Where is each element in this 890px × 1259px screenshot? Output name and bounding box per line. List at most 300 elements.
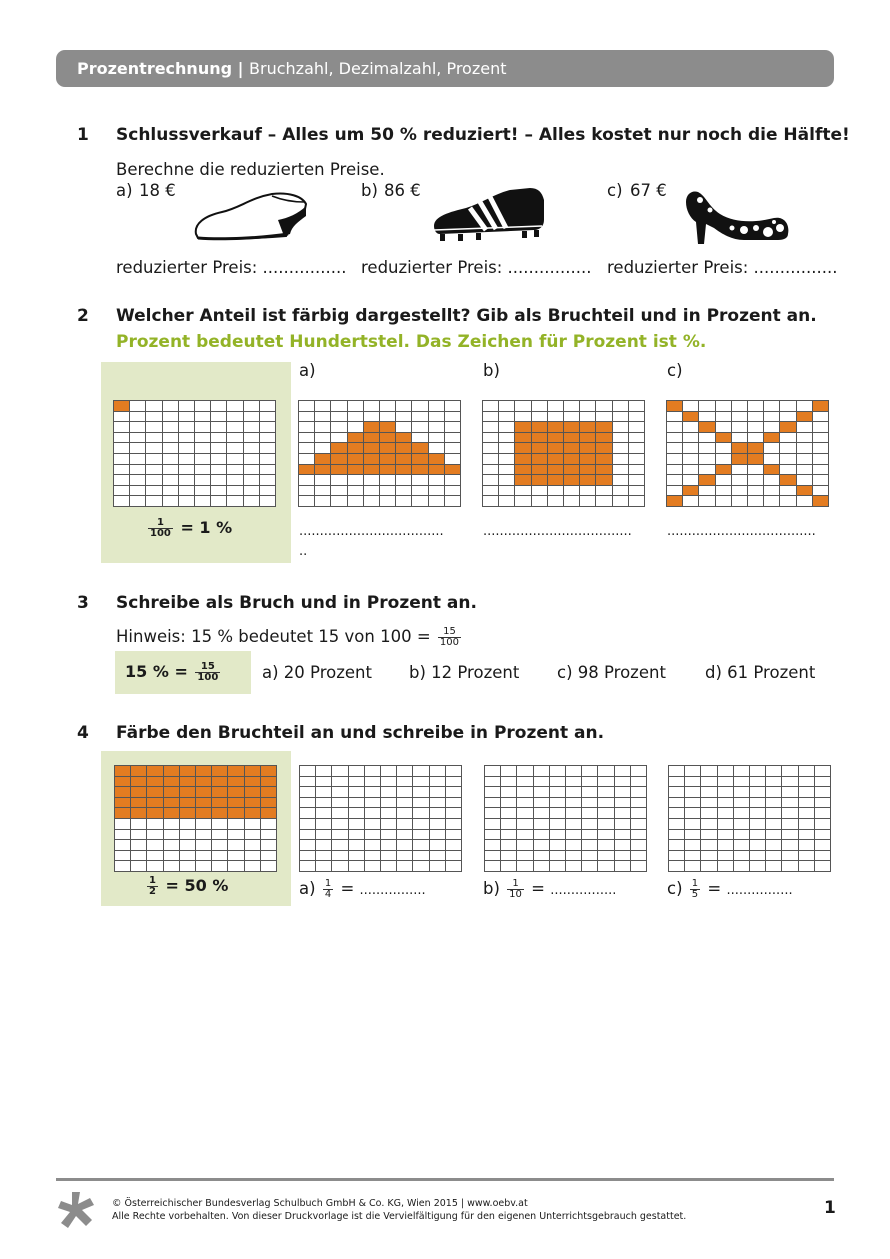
grid-cell[interactable] [517,819,533,830]
grid-cell[interactable] [316,861,332,872]
grid-cell[interactable] [631,808,647,819]
grid-cell[interactable] [799,766,815,777]
grid-cell[interactable] [413,777,429,788]
grid-cell[interactable] [815,851,831,862]
grid-cell[interactable] [782,777,798,788]
grid-cell[interactable] [669,819,685,830]
grid-cell[interactable] [501,840,517,851]
grid-cell[interactable] [685,840,701,851]
grid-cell[interactable] [718,777,734,788]
grid-cell[interactable] [782,819,798,830]
grid-cell[interactable] [349,798,365,809]
grid-cell[interactable] [365,830,381,841]
grid-cell[interactable] [598,840,614,851]
grid-cell[interactable] [566,851,582,862]
grid-cell[interactable] [430,787,446,798]
grid-cell[interactable] [517,787,533,798]
grid-cell[interactable] [534,830,550,841]
grid-cell[interactable] [766,777,782,788]
grid-cell[interactable] [413,861,429,872]
grid-cell[interactable] [501,787,517,798]
grid-cell[interactable] [669,808,685,819]
grid-cell[interactable] [566,808,582,819]
grid-cell[interactable] [397,808,413,819]
grid-cell[interactable] [349,777,365,788]
grid-cell[interactable] [485,787,501,798]
grid-cell[interactable] [517,861,533,872]
grid-cell[interactable] [534,777,550,788]
task2-answer-b[interactable]: .................................... [483,524,632,539]
grid-cell[interactable] [300,819,316,830]
grid-cell[interactable] [815,777,831,788]
grid-cell[interactable] [332,861,348,872]
grid-cell[interactable] [501,819,517,830]
grid-cell[interactable] [332,808,348,819]
grid-cell[interactable] [718,861,734,872]
task1-answer-b[interactable]: reduzierter Preis: ................ [361,258,592,277]
grid-cell[interactable] [566,787,582,798]
task4-grid-a[interactable] [299,765,462,872]
grid-cell[interactable] [501,808,517,819]
grid-cell[interactable] [766,851,782,862]
grid-cell[interactable] [701,766,717,777]
grid-cell[interactable] [582,808,598,819]
grid-cell[interactable] [631,766,647,777]
grid-cell[interactable] [685,808,701,819]
grid-cell[interactable] [550,766,566,777]
grid-cell[interactable] [582,766,598,777]
grid-cell[interactable] [766,819,782,830]
grid-cell[interactable] [446,787,462,798]
grid-cell[interactable] [669,830,685,841]
grid-cell[interactable] [550,840,566,851]
grid-cell[interactable] [734,851,750,862]
grid-cell[interactable] [332,787,348,798]
grid-cell[interactable] [534,819,550,830]
grid-cell[interactable] [430,840,446,851]
grid-cell[interactable] [669,798,685,809]
grid-cell[interactable] [750,861,766,872]
grid-cell[interactable] [517,798,533,809]
grid-cell[interactable] [750,819,766,830]
grid-cell[interactable] [685,798,701,809]
grid-cell[interactable] [534,798,550,809]
grid-cell[interactable] [750,840,766,851]
grid-cell[interactable] [685,861,701,872]
grid-cell[interactable] [615,819,631,830]
grid-cell[interactable] [582,798,598,809]
grid-cell[interactable] [734,798,750,809]
grid-cell[interactable] [397,840,413,851]
grid-cell[interactable] [582,851,598,862]
grid-cell[interactable] [701,798,717,809]
grid-cell[interactable] [332,798,348,809]
grid-cell[interactable] [782,830,798,841]
grid-cell[interactable] [615,798,631,809]
grid-cell[interactable] [598,851,614,862]
task2-answer-c[interactable]: .................................... [667,524,816,539]
grid-cell[interactable] [397,798,413,809]
grid-cell[interactable] [365,798,381,809]
grid-cell[interactable] [815,840,831,851]
grid-cell[interactable] [332,777,348,788]
grid-cell[interactable] [799,830,815,841]
grid-cell[interactable] [685,851,701,862]
grid-cell[interactable] [582,787,598,798]
grid-cell[interactable] [582,840,598,851]
grid-cell[interactable] [582,819,598,830]
grid-cell[interactable] [501,777,517,788]
grid-cell[interactable] [430,861,446,872]
grid-cell[interactable] [381,830,397,841]
grid-cell[interactable] [750,851,766,862]
grid-cell[interactable] [446,798,462,809]
grid-cell[interactable] [550,787,566,798]
grid-cell[interactable] [430,798,446,809]
grid-cell[interactable] [815,808,831,819]
grid-cell[interactable] [815,798,831,809]
grid-cell[interactable] [430,777,446,788]
grid-cell[interactable] [446,840,462,851]
grid-cell[interactable] [701,830,717,841]
grid-cell[interactable] [782,840,798,851]
grid-cell[interactable] [669,861,685,872]
grid-cell[interactable] [365,840,381,851]
grid-cell[interactable] [485,808,501,819]
grid-cell[interactable] [701,861,717,872]
grid-cell[interactable] [631,861,647,872]
grid-cell[interactable] [349,808,365,819]
grid-cell[interactable] [615,777,631,788]
grid-cell[interactable] [799,787,815,798]
grid-cell[interactable] [300,808,316,819]
grid-cell[interactable] [815,830,831,841]
grid-cell[interactable] [365,861,381,872]
grid-cell[interactable] [669,766,685,777]
grid-cell[interactable] [631,787,647,798]
grid-cell[interactable] [566,819,582,830]
grid-cell[interactable] [485,766,501,777]
grid-cell[interactable] [365,777,381,788]
grid-cell[interactable] [381,787,397,798]
grid-cell[interactable] [718,808,734,819]
grid-cell[interactable] [766,808,782,819]
grid-cell[interactable] [685,766,701,777]
grid-cell[interactable] [718,851,734,862]
grid-cell[interactable] [413,787,429,798]
grid-cell[interactable] [685,777,701,788]
grid-cell[interactable] [734,819,750,830]
task4-item-b-blank[interactable]: ................ [550,883,617,898]
grid-cell[interactable] [381,861,397,872]
grid-cell[interactable] [550,808,566,819]
grid-cell[interactable] [316,830,332,841]
grid-cell[interactable] [365,851,381,862]
grid-cell[interactable] [485,777,501,788]
grid-cell[interactable] [598,861,614,872]
grid-cell[interactable] [718,766,734,777]
grid-cell[interactable] [782,808,798,819]
grid-cell[interactable] [446,766,462,777]
grid-cell[interactable] [766,830,782,841]
grid-cell[interactable] [685,819,701,830]
grid-cell[interactable] [413,830,429,841]
grid-cell[interactable] [349,861,365,872]
grid-cell[interactable] [701,851,717,862]
grid-cell[interactable] [582,861,598,872]
grid-cell[interactable] [332,830,348,841]
grid-cell[interactable] [598,777,614,788]
grid-cell[interactable] [550,819,566,830]
grid-cell[interactable] [300,766,316,777]
grid-cell[interactable] [534,787,550,798]
grid-cell[interactable] [701,840,717,851]
grid-cell[interactable] [517,766,533,777]
grid-cell[interactable] [615,766,631,777]
grid-cell[interactable] [517,777,533,788]
grid-cell[interactable] [631,840,647,851]
grid-cell[interactable] [381,840,397,851]
grid-cell[interactable] [799,777,815,788]
grid-cell[interactable] [615,830,631,841]
grid-cell[interactable] [550,861,566,872]
grid-cell[interactable] [316,766,332,777]
grid-cell[interactable] [413,840,429,851]
grid-cell[interactable] [718,798,734,809]
grid-cell[interactable] [397,861,413,872]
grid-cell[interactable] [750,766,766,777]
grid-cell[interactable] [446,808,462,819]
grid-cell[interactable] [701,787,717,798]
grid-cell[interactable] [413,766,429,777]
grid-cell[interactable] [566,777,582,788]
grid-cell[interactable] [534,808,550,819]
grid-cell[interactable] [381,798,397,809]
grid-cell[interactable] [718,819,734,830]
grid-cell[interactable] [566,766,582,777]
task2-answer-a[interactable]: ................................... [299,524,444,539]
grid-cell[interactable] [485,861,501,872]
grid-cell[interactable] [669,777,685,788]
grid-cell[interactable] [582,830,598,841]
grid-cell[interactable] [782,787,798,798]
grid-cell[interactable] [397,851,413,862]
grid-cell[interactable] [734,840,750,851]
grid-cell[interactable] [332,840,348,851]
grid-cell[interactable] [349,819,365,830]
grid-cell[interactable] [734,766,750,777]
grid-cell[interactable] [566,861,582,872]
task4-grid-b[interactable] [484,765,647,872]
grid-cell[interactable] [300,798,316,809]
grid-cell[interactable] [566,840,582,851]
grid-cell[interactable] [316,808,332,819]
grid-cell[interactable] [615,808,631,819]
grid-cell[interactable] [782,766,798,777]
grid-cell[interactable] [349,840,365,851]
grid-cell[interactable] [517,840,533,851]
grid-cell[interactable] [501,851,517,862]
grid-cell[interactable] [598,766,614,777]
grid-cell[interactable] [413,819,429,830]
grid-cell[interactable] [701,777,717,788]
grid-cell[interactable] [501,830,517,841]
grid-cell[interactable] [430,808,446,819]
grid-cell[interactable] [332,851,348,862]
grid-cell[interactable] [349,830,365,841]
grid-cell[interactable] [766,861,782,872]
grid-cell[interactable] [381,766,397,777]
grid-cell[interactable] [534,851,550,862]
task1-answer-c[interactable]: reduzierter Preis: ................ [607,258,838,277]
grid-cell[interactable] [300,861,316,872]
grid-cell[interactable] [799,819,815,830]
grid-cell[interactable] [799,840,815,851]
task4-item-a-blank[interactable]: ................ [359,883,426,898]
grid-cell[interactable] [501,861,517,872]
grid-cell[interactable] [615,787,631,798]
grid-cell[interactable] [381,808,397,819]
grid-cell[interactable] [782,798,798,809]
grid-cell[interactable] [550,777,566,788]
grid-cell[interactable] [734,787,750,798]
grid-cell[interactable] [615,840,631,851]
grid-cell[interactable] [766,840,782,851]
grid-cell[interactable] [397,777,413,788]
grid-cell[interactable] [300,777,316,788]
grid-cell[interactable] [397,787,413,798]
grid-cell[interactable] [413,851,429,862]
grid-cell[interactable] [446,851,462,862]
grid-cell[interactable] [550,851,566,862]
grid-cell[interactable] [734,808,750,819]
grid-cell[interactable] [815,819,831,830]
grid-cell[interactable] [446,777,462,788]
grid-cell[interactable] [332,766,348,777]
grid-cell[interactable] [381,777,397,788]
grid-cell[interactable] [631,798,647,809]
grid-cell[interactable] [316,777,332,788]
grid-cell[interactable] [485,819,501,830]
grid-cell[interactable] [365,787,381,798]
task1-answer-a[interactable]: reduzierter Preis: ................ [116,258,347,277]
grid-cell[interactable] [734,861,750,872]
grid-cell[interactable] [815,787,831,798]
grid-cell[interactable] [631,777,647,788]
grid-cell[interactable] [430,851,446,862]
grid-cell[interactable] [349,851,365,862]
grid-cell[interactable] [397,766,413,777]
grid-cell[interactable] [669,851,685,862]
grid-cell[interactable] [799,798,815,809]
grid-cell[interactable] [349,787,365,798]
task4-grid-c[interactable] [668,765,831,872]
grid-cell[interactable] [517,851,533,862]
grid-cell[interactable] [766,787,782,798]
grid-cell[interactable] [615,851,631,862]
grid-cell[interactable] [701,819,717,830]
grid-cell[interactable] [300,840,316,851]
grid-cell[interactable] [397,819,413,830]
grid-cell[interactable] [365,808,381,819]
grid-cell[interactable] [430,766,446,777]
grid-cell[interactable] [485,798,501,809]
grid-cell[interactable] [782,851,798,862]
grid-cell[interactable] [566,830,582,841]
grid-cell[interactable] [413,808,429,819]
grid-cell[interactable] [300,787,316,798]
grid-cell[interactable] [365,819,381,830]
grid-cell[interactable] [550,798,566,809]
grid-cell[interactable] [815,766,831,777]
grid-cell[interactable] [750,787,766,798]
grid-cell[interactable] [300,830,316,841]
grid-cell[interactable] [782,861,798,872]
grid-cell[interactable] [631,819,647,830]
grid-cell[interactable] [598,819,614,830]
grid-cell[interactable] [332,819,348,830]
grid-cell[interactable] [446,819,462,830]
grid-cell[interactable] [413,798,429,809]
grid-cell[interactable] [566,798,582,809]
grid-cell[interactable] [582,777,598,788]
grid-cell[interactable] [750,808,766,819]
grid-cell[interactable] [316,819,332,830]
grid-cell[interactable] [300,851,316,862]
grid-cell[interactable] [669,840,685,851]
grid-cell[interactable] [430,830,446,841]
grid-cell[interactable] [316,840,332,851]
grid-cell[interactable] [598,830,614,841]
grid-cell[interactable] [430,819,446,830]
grid-cell[interactable] [365,766,381,777]
grid-cell[interactable] [485,830,501,841]
grid-cell[interactable] [799,851,815,862]
grid-cell[interactable] [799,861,815,872]
grid-cell[interactable] [685,787,701,798]
grid-cell[interactable] [501,766,517,777]
grid-cell[interactable] [718,840,734,851]
grid-cell[interactable] [669,787,685,798]
grid-cell[interactable] [517,830,533,841]
grid-cell[interactable] [718,830,734,841]
grid-cell[interactable] [381,851,397,862]
grid-cell[interactable] [734,777,750,788]
task4-item-c-blank[interactable]: ................ [726,883,793,898]
grid-cell[interactable] [598,808,614,819]
grid-cell[interactable] [534,840,550,851]
grid-cell[interactable] [750,830,766,841]
grid-cell[interactable] [446,830,462,841]
grid-cell[interactable] [766,766,782,777]
grid-cell[interactable] [381,819,397,830]
grid-cell[interactable] [750,777,766,788]
grid-cell[interactable] [815,861,831,872]
grid-cell[interactable] [550,830,566,841]
grid-cell[interactable] [615,861,631,872]
grid-cell[interactable] [446,861,462,872]
grid-cell[interactable] [598,798,614,809]
grid-cell[interactable] [631,830,647,841]
grid-cell[interactable] [598,787,614,798]
grid-cell[interactable] [534,766,550,777]
grid-cell[interactable] [631,851,647,862]
grid-cell[interactable] [734,830,750,841]
grid-cell[interactable] [799,808,815,819]
grid-cell[interactable] [501,798,517,809]
grid-cell[interactable] [316,851,332,862]
grid-cell[interactable] [534,861,550,872]
